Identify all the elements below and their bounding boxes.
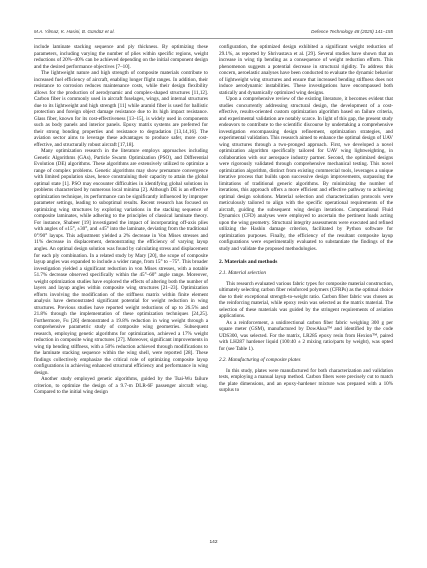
paragraph: This research evaluated various fabric types for composite material construction, ultimately selecting carbon fiber reinforced polymers (CFRPs) as the optimal choice due to their exceptional strength-to-weight ratio. Carbon fiber fabric was chosen as the reinforcing material, while epoxy resin was selected as the matrix material. The selection of these materials was guided by the stringent requirements of aviation applications. [219, 280, 393, 320]
header-rule [34, 38, 393, 39]
left-column [34, 44, 208, 396]
paragraph: The lightweight nature and high strength of composite materials contribute to increased fuel efficiency of aircraft, enabling longer flight ranges. In addition, their resistance to corrosion reduces maintenance costs, while their design flexibility allows for the production of aerodynamic and complex-shaped structures [11,12]. Carbon fiber is commonly used in aircraft fuselages, wings, and internal structures due to its lightweight and high strength [11] while aramid fiber is used for ballistic protection and foreign object damage resistance due to its high impact resistance. Glass fiber, known for its cost-effectiveness [13–15], is widely used in components such as body panels and interior panels. Epoxy matrix systems are preferred for their strong bonding properties and resistance to degradation [13,14,16]. The aviation sector aims to leverage these advantages to produce safer, more cost-effective, and structurally robust aircraft [17,18]. [34, 70, 208, 148]
header-journal: Defence Technology 48 (2025) 141–155 [311, 29, 393, 34]
paragraph: Many optimization research in the literature employs approaches including Genetic Algorithms (GAs), Particle Swarm Optimization (PSO), and Differential Evolution (DE) algorithms. These algorithms are extensively utilized to optimize a range of complex problems. Genetic algorithms may show premature convergence with limited population sizes, hence constraining their capacity to attain the global optimal state [1]. PSO may encounter difficulties in identifying global solutions in problems characterized by numerous local minima [2]. Although DE is an effective optimization technique, its performance can be significantly influenced by improper parameter settings, leading to suboptimal results. Recent research has focused on optimizing wing structures by exploring variations in the stacking sequence of composite laminates, while adhering to the principles of classical laminate theory. For instance, Shabeer [19] investigated the impact of incorporating off-axis plies with angles of ±15°, ±30°, and ±45° into the laminate, deviating from the traditional 0°/90° layups. This adjustment yielded a 2% decrease in Von Mises stresses and 11% decrease in displacement, demonstrating the efficiency of varying layup angles. An optimal design solution was found by calculating stress and displacement for each ply combination. In a related study by Mary [20], the scope of composite layup angles was expanded to include a wider range, from 15° to −75°. This broader investigation yielded a significant reduction in von Mises stresses, with a notable 51.7% decrease observed specifically within the 45°–60° angle range. Moreover, weight optimization studies have explored the effects of altering both the number of layers and layup angles within composite wing structures [21–23]. Optimization efforts involving the modification of the stiffness matrix within finite element analysis have demonstrated significant potential for weight reduction in wing structures. Previous studies have reported weight reductions of up to 26.5% and 21.8% through the implementation of these optimization techniques [24,25]. Furthermore, Fu [26] demonstrated a 19.8% reduction in wing weight through a comprehensive parametric study of composite wing geometries. Subsequent research, employing genetic algorithms for optimization, achieved a 17% weight reduction in composite wing structures [27]. Moreover, significant improvements in wing tip bending stiffness, with a 50% reduction achieved through modifications to the laminate stacking sequence within the wing shell, were reported [28]. These findings collectively emphasize the critical role of optimizing composite layup configurations in achieving enhanced structural efficiency and performance in wing design. [34, 148, 208, 376]
subsection-heading: 2.1. Material selection [219, 270, 266, 277]
paragraph: In this study, plates were manufactured for both characterization and validation tests, employing a manual layup method. Carbon fibers were precisely cut to match the plate dimensions, and an epoxy-hardener mixture was prepared with a 10% surplus to [219, 367, 393, 394]
page-number: 142 [209, 540, 218, 545]
section-heading: 2. Materials and methods [219, 258, 278, 265]
header-authors: M.A. Yilmaz, K. Hasini, B. Gündüz et al. [34, 29, 115, 34]
paragraph: As a reinforcement, a unidirectional carbon fiber fabric weighing 300 g per square meter (GSM), manufactured by DowAksa™ and identified by the code UDS300, was selected. For the matrix, LR285 epoxy resin from Hexion™, paired with LH287 hardener liquid (100:40 ± 2 mixing ratio/parts by weight), was opted for (see Table 1). [219, 319, 393, 352]
paragraph: include laminate stacking sequence and ply thickness. By optimizing these parameters, including varying the number of plies within specific regions, weight reductions of 20%–40% can be achieved depending on the initial component design and the desired performance objectives [7–10]. [34, 44, 208, 70]
right-column [219, 44, 393, 394]
paragraph: Upon a comprehensive review of the existing literature, it becomes evident that studies concurrently addressing structural design, the development of a cost-effective, results-oriented custom optimization algorithm based on failure criteria, and experimental validation are notably scarce. In light of this gap, the present study endeavors to contribute to the scientific discourse by undertaking a comprehensive investigation encompassing design refinement, optimization strategies, and experimental validation. This research aimed to enhance the optimal design of UAV wing structures through a two-pronged approach. First, we developed a novel optimization algorithm specifically tailored for UAV wing lightweighting, in collaboration with our aerospace industry partner. Second, the optimized designs were rigorously validated through comprehensive mechanical testing. This novel optimization algorithm, distinct from existing commercial tools, leverages a unique iterative process that builds upon successive design improvements, surpassing the limitations of traditional generic algorithms. By minimizing the number of iterations, this approach offers a more efficient and effective pathway to achieving optimal design solutions. Material selection and characterization protocols were meticulously tailored to align with the specific operational requirements of the aircraft, guiding the subsequent wing design iterations. Computational Fluid Dynamics (CFD) analyses were employed to ascertain the pertinent loads acting upon the wing geometry. Structural integrity assessments were executed and refined utilizing the Hashin damage criterion, facilitated by Python software for optimization purposes. Finally, the efficiency of the resultant composite layup configurations were experimentally evaluated to substantiate the findings of the study and validate the proposed methodologies. [219, 96, 393, 252]
paragraph: configuration, the optimized design exhibited a significant weight reduction of 29.1%, as reported by Shrivastava et al. [29]. Several studies have shown that an increase in wing tip bending as a consequence of weight reduction efforts. This phenomenon suggests a potential decrease in structural rigidity. To address this concern, aeroelastic analyses have been conducted to evaluate the dynamic behavior of lightweight wing structures and ensure that increased bending stiffness does not induce aerodynamic instabilities. These investigations have encompassed both statically and dynamically optimized wing designs. [219, 44, 393, 96]
paragraph: Another study employed genetic algorithms, guided by the Tsai-Wu failure criterion, to optimize the design of a 9.7-m DLR-6F passenger aircraft wing. Compared to the initial wing design [34, 376, 208, 396]
subsection-heading: 2.2. Manufacturing of composite plates [219, 357, 301, 364]
